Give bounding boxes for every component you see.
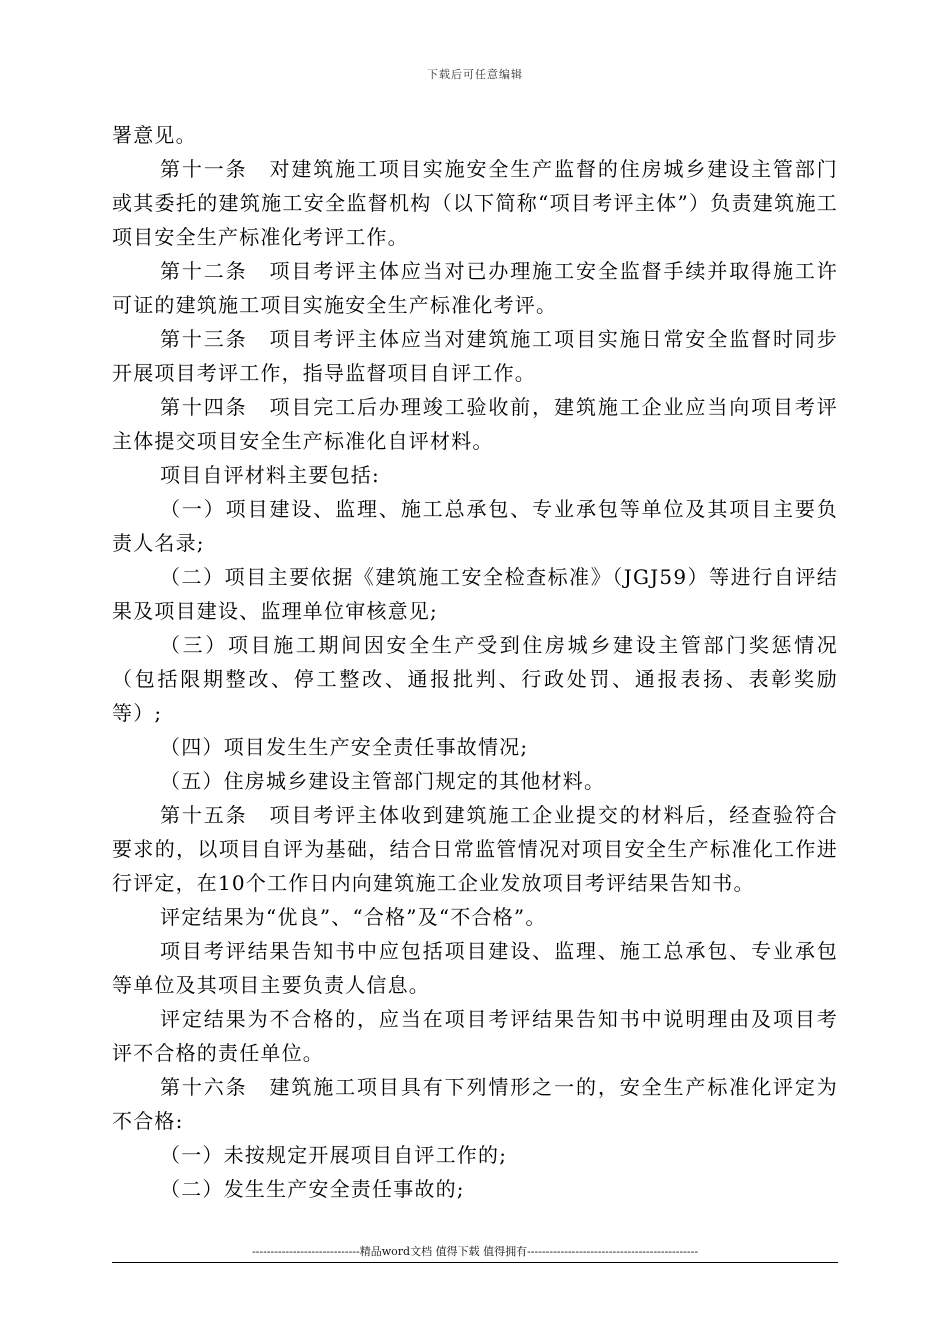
list-item: （一）项目建设、监理、施工总承包、专业承包等单位及其项目主要负责人名录; (112, 497, 838, 555)
list-item: （五）住房城乡建设主管部门规定的其他材料。 (160, 769, 606, 793)
article-15: 第十五条 项目考评主体收到建筑施工企业提交的材料后，经查验符合要求的，以项目自评为基础，结合日常监管情况对项目安全生产标准化工作进行评定，在10个工作日内向建筑施工企业发放项目考评结果告知书。 (112, 803, 838, 895)
page-header: 下载后可任意编辑 (427, 68, 523, 81)
article-16: 第十六条 建筑施工项目具有下列情形之一的，安全生产标准化评定为不合格: (112, 1075, 838, 1133)
list-item: （三）项目施工期间因安全生产受到住房城乡建设主管部门奖惩情况（包括限期整改、停工整改、通报批判、行政处罚、通报表扬、表彰奖励等）; (112, 633, 838, 725)
paragraph: 项目考评结果告知书中应包括项目建设、监理、施工总承包、专业承包等单位及其项目主要负责人信息。 (112, 939, 838, 997)
list-item: （二）项目主要依据《建筑施工安全检查标准》（JGJ59）等进行自评结果及项目建设、监理单位审核意见; (112, 565, 838, 623)
document-body (112, 118, 838, 1206)
list-item: （四）项目发生生产安全责任事故情况; (160, 735, 529, 759)
paragraph: 评定结果为“优良”、“合格”及“不合格”。 (160, 905, 547, 929)
article-11: 第十一条 对建筑施工项目实施安全生产监督的住房城乡建设主管部门或其委托的建筑施工安全监督机构（以下简称“项目考评主体”）负责建筑施工项目安全生产标准化考评工作。 (112, 157, 838, 249)
paragraph: 评定结果为不合格的，应当在项目考评结果告知书中说明理由及项目考评不合格的责任单位。 (112, 1007, 838, 1065)
list-item: （一）未按规定开展项目自评工作的; (160, 1143, 508, 1167)
list-item: （二）发生生产安全责任事故的; (160, 1177, 465, 1201)
article-12: 第十二条 项目考评主体应当对已办理施工安全监督手续并取得施工许可证的建筑施工项目实施安全生产标准化考评。 (112, 259, 838, 317)
article-13: 第十三条 项目考评主体应当对建筑施工项目实施日常安全监督时同步开展项目考评工作，指导监督项目自评工作。 (112, 327, 838, 385)
paragraph: 署意见。 (112, 123, 197, 147)
page-footer: -----------------------------精品word文档 值得下载 值得拥有---------------------------------------------- (251, 1245, 699, 1258)
article-14: 第十四条 项目完工后办理竣工验收前，建筑施工企业应当向项目考评主体提交项目安全生产标准化自评材料。 (112, 395, 838, 453)
paragraph: 项目自评材料主要包括: (160, 463, 380, 487)
footer-divider (112, 1262, 838, 1263)
